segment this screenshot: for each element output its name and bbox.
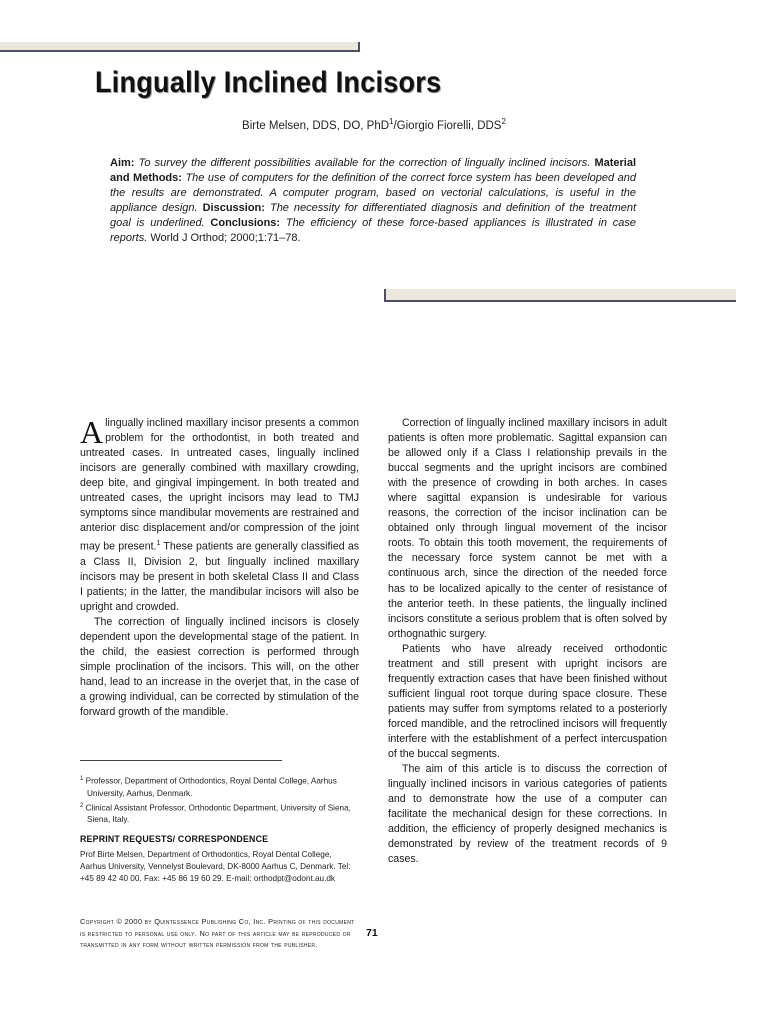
- reprint-heading: REPRINT REQUESTS/ CORRESPONDENCE: [80, 834, 269, 844]
- left-paragraph-1-continued: These patients are generally classified as a Class II, Division 2, but lingually inclined maxillary incisors may be present in both skeletal Class II and Class I patients; in the latter, the mandibular incisors will also be upright and crowded.: [80, 540, 360, 614]
- abstract-aim-label: Aim:: [110, 157, 135, 169]
- copyright-notice: Copyright © 2000 by Quintessence Publishing Co, Inc. Printing of this document is restricted to personal use only. No part of this article may be reproduced or transmitted in any form without written permission from the publisher.: [80, 917, 355, 949]
- abstract-discussion-text: The necessity for differentiated diagnosis and definition of the treatment goal is underlined.: [110, 202, 637, 229]
- body-column-left: [80, 416, 359, 720]
- abstract-methods-label: Material and Methods:: [110, 157, 637, 184]
- footnotes: [80, 773, 360, 826]
- footnote-1: [80, 773, 360, 800]
- page-number: 71: [366, 927, 378, 939]
- left-paragraph-2: The correction of lingually inclined incisors is closely dependent upon the developmental stage of the patient. In the child, the easiest correction is performed through simple proclination of the incisors. This will, on the other hand, lead to an increase in the overjet that, in the case of a growing individual, can be corrected by stimulation of the forward growth of the mandible.: [80, 616, 359, 719]
- abstract-conclusions-text: The efficiency of these force-based appliances is illustrated in case reports.: [110, 217, 636, 244]
- article-title: Lingually Inclined Incisors: [95, 66, 442, 99]
- mid-decorative-rule: [384, 289, 736, 302]
- footnote-divider: [80, 760, 282, 761]
- abstract-discussion-label: Discussion:: [202, 202, 265, 214]
- abstract-methods-text: The use of computers for the definition of the correct force system has been developed and the results are demonstrated. A computer program, based on vectorial calculations, is useful in the appliance design.: [110, 172, 636, 214]
- author-2: /Giorgio Fiorelli, DDS: [393, 120, 502, 132]
- footnote-2-text: Clinical Assistant Professor, Orthodontic Department, University of Siena, Siena, Italy.: [85, 803, 351, 825]
- author-line: [0, 117, 748, 132]
- abstract-conclusions-label: Conclusions:: [210, 217, 281, 229]
- left-paragraph-1-text: lingually inclined maxillary incisor presents a common problem for the orthodontist, in both treated and untreated cases. In untreated cases, lingually inclined incisors are generally combined with maxillary crowding, deep bite, and gingival impingement. In both treated and untreated cases, the upright incisors may lead to TMJ symptoms since mandibular movements are restrained and anterior disc displacement and/or compression of the joint may be present.: [80, 417, 359, 553]
- body-column-right: [388, 416, 667, 867]
- reprint-correspondence: Prof Birte Melsen, Department of Orthodontics, Royal Dental College, Aarhus University, Vennelyst Boulevard, DK-8000 Aarhus C, Denmark. Tel: +45 89 42 40 00. Fax: +45 86 19 60 29. E-mail: orthodpt@odont.au.dk: [80, 850, 351, 884]
- footnote-1-mark: 1: [80, 776, 84, 782]
- drop-cap: A: [80, 414, 104, 450]
- reference-mark: 1: [156, 540, 161, 548]
- left-paragraph-1: [80, 416, 359, 615]
- footnote-1-text: Professor, Department of Orthodontics, Royal Dental College, Aarhus University, Aarhus, Denmark.: [85, 776, 337, 798]
- footnote-2: [80, 800, 360, 827]
- abstract-aim-text: To survey the different possibilities available for the correction of lingually inclined incisors.: [138, 157, 591, 169]
- right-paragraph-2: Patients who have already received orthodontic treatment and still present with upright incisors are frequently extraction cases that have been finished without sufficient lingual root torque during space closure. These patients may suffer from symptoms related to a posteriorly forced mandible, and the retroclined incisors will frequently interfere with the establishment of a perfect intercuspation of the buccal segments.: [388, 642, 667, 761]
- author-1: Birte Melsen, DDS, DO, PhD: [242, 120, 390, 132]
- right-paragraph-1: Correction of lingually inclined maxillary incisors in adult patients is often more problematic. Sagittal expansion can be allowed only if a Class I relationship prevails in the buccal segments and the upright incisors are combined with the presence of crowding in both arches. In cases where sagittal expansion is undesirable for various reasons, the correction of the incisor inclination can be obtained only through lingual movement of the incisor roots. To obtain this tooth movement, the requirements of the necessary force system cannot be met with a continuous arch, since the direction of the needed force has to be localized apically to the center of resistance of the anterior teeth. In these patients, the lingually inclined incisors constitute a serious problem that is often solved by orthognathic surgery.: [388, 417, 667, 640]
- right-paragraph-3: The aim of this article is to discuss the correction of lingually inclined incisors in various categories of patients and to demonstrate how the use of a computer can facilitate the mechanical design for these corrections. In addition, the efficiency of properly designed mechanics is demonstrated by review of the treatment records of 9 cases.: [388, 763, 667, 866]
- top-decorative-rule: [0, 42, 360, 52]
- abstract-citation: World J Orthod; 2000;1:71–78.: [150, 232, 301, 244]
- author-2-affiliation-mark: 2: [501, 117, 506, 127]
- abstract: [110, 156, 636, 246]
- footnote-2-mark: 2: [80, 802, 84, 809]
- author-1-affiliation-mark: 1: [389, 117, 394, 127]
